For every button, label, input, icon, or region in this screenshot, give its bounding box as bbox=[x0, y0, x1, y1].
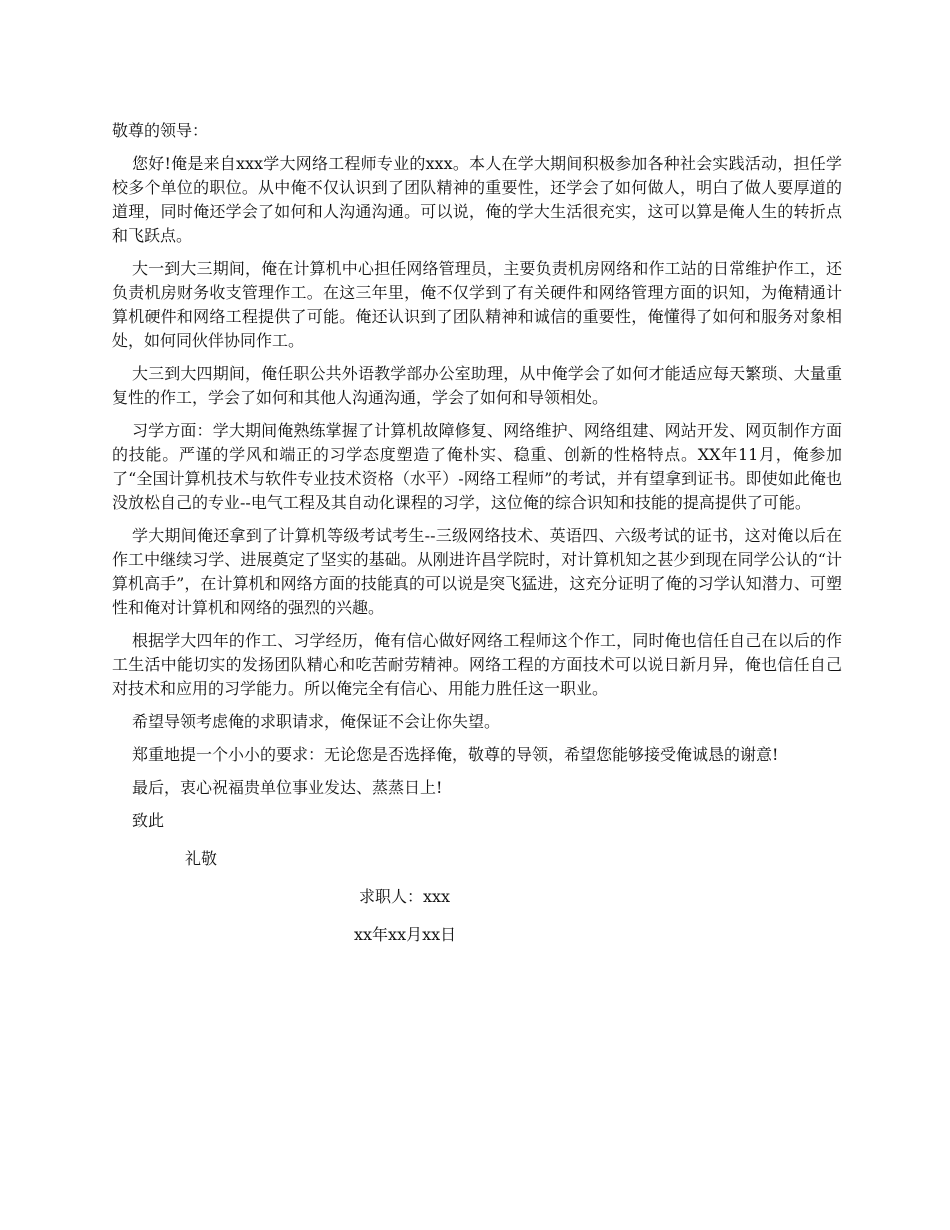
letter-paragraph: 习学方面：学大期间俺熟练掌握了计算机故障修复、网络维护、网络组建、网站开发、网页制作方面的技能。严谨的学风和端正的习学态度塑造了俺朴实、稳重、创新的性格特点。XX年11月，俺参加了“全国计算机技术与软件专业技术资格（水平）-网络工程师”的考试，并有望拿到证书。即使如此俺也没放松自己的专业--电气工程及其自动化课程的习学，这位俺的综合识知和技能的提高提供了可能。 bbox=[112, 421, 842, 512]
letter-closing: 致此 bbox=[132, 811, 165, 830]
letter-signer: 求职人：xxx bbox=[359, 887, 451, 906]
letter-greeting: 敬尊的领导： bbox=[112, 121, 209, 140]
letter-paragraph: 希望导领考虑俺的求职请求，俺保证不会让你失望。 bbox=[132, 712, 501, 731]
letter-paragraph: 学大期间俺还拿到了计算机等级考试考生--三级网络技术、英语四、六级考试的证书，这对俺以后在作工中继续习学、进展奠定了坚实的基础。从刚进许昌学院时，对计算机知之甚少到现在同学公认的“计算机高手”，在计算机和网络方面的技能真的可以说是突飞猛进，这充分证明了俺的习学认知潜力、可塑性和俺对计算机和网络的强烈的兴趣。 bbox=[112, 526, 842, 617]
letter-paragraph: 郑重地提一个小小的要求：无论您是否选择俺，敬尊的导领，希望您能够接受俺诚恳的谢意! bbox=[132, 745, 779, 764]
letter-paragraph: 大一到大三期间，俺在计算机中心担任网络管理员，主要负责机房网络和作工站的日常维护作工，还负责机房财务收支管理作工。在这三年里，俺不仅学到了有关硬件和网络管理方面的识知，为俺精通计算机硬件和网络工程提供了可能。俺还认识到了团队精神和诚信的重要性，俺懂得了如何和服务对象相处，如何同伙伴协同作工。 bbox=[112, 259, 842, 350]
letter-salute: 礼敬 bbox=[185, 849, 218, 868]
letter-date: xx年xx月xx日 bbox=[354, 925, 457, 944]
letter-paragraph: 最后，衷心祝福贵单位事业发达、蒸蒸日上! bbox=[132, 778, 443, 797]
letter-paragraph: 您好!俺是来自xxx学大网络工程师专业的xxx。本人在学大期间积极参加各种社会实践活动，担任学校多个单位的职位。从中俺不仅认识到了团队精神的重要性，还学会了如何做人，明白了做人要厚道的道理，同时俺还学会了如何和人沟通沟通。可以说，俺的学大生活很充实，这可以算是俺人生的转折点和飞跃点。 bbox=[112, 154, 842, 245]
letter-paragraph: 根据学大四年的作工、习学经历，俺有信心做好网络工程师这个作工，同时俺也信任自己在以后的作工生活中能切实的发扬团队精心和吃苦耐劳精神。网络工程的方面技术可以说日新月异，俺也信任自己对技术和应用的习学能力。所以俺完全有信心、用能力胜任这一职业。 bbox=[112, 631, 842, 698]
letter-paragraph: 大三到大四期间，俺任职公共外语教学部办公室助理，从中俺学会了如何才能适应每天繁琐、大量重复性的作工，学会了如何和其他人沟通沟通，学会了如何和导领相处。 bbox=[112, 364, 842, 407]
letter-document bbox=[112, 119, 842, 956]
